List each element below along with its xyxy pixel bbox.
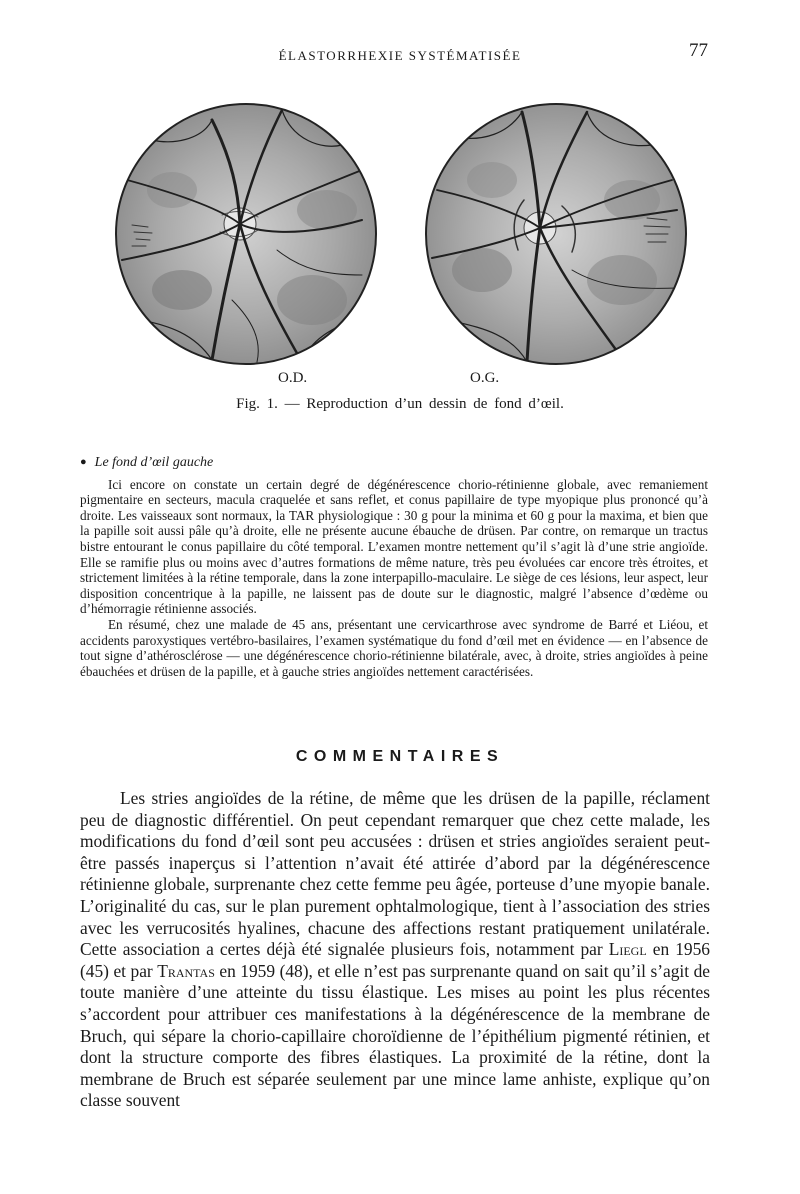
section-heading-commentaires: COMMENTAIRES <box>295 748 505 765</box>
paragraph: Ici encore on constate un certain degré de dégénérescence chorio-rétinienne globale, avec remaniement pigmentaire en secteurs, macula craquelée et sans reflet, et conus papillaire de type myopique plus prononcé qu’à droite. Les vaisseaux sont normaux, la TAR physiologique : 30 g pour la minima et 60 g pour la maxima, et bien que la papille soit aussi pâle qu’à droite, elle ne présente aucune ébauche de drüsen. Par contre, on remarque un tractus bistre entourant le conus papillaire du côté temporal. L’examen montre nettement qu’il s’agit là d’une strie angioïde. Elle se ramifie plus ou moins avec d’autres formations de même nature, très peu évoluées car encore très étroites, et strictement limitées à la rétine temporale, dans la zone interpapillo-maculaire. Le siège de ces lésions, leur aspect, leur disposition concentrique à la papille, ne laissent pas de doute sur le diagnostic, malgré l’absence d’œdème ou d’hémorragie rétinienne associés. <box>80 476 708 617</box>
figure-1 <box>0 100 800 420</box>
paragraph: En résumé, chez une malade de 45 ans, présentant une cervicarthrose avec syndrome de Barré et Liéou, et accidents paroxystiques vertébro-basilaires, l’examen systématique du fond d’œil met en évidence — en l’absence de tout signe d’athérosclérose — une dégénérescence chorio-rétinienne bilatérale, avec, à droite, stries angioïdes à peine ébauchées et drüsen de la papille, et à gauche stries angioïdes nettement caractérisées. <box>80 616 708 679</box>
label-od: O.D. <box>278 370 308 386</box>
commentaires-body <box>80 788 710 1112</box>
subheading-text: Le fond d’œil gauche <box>94 455 214 470</box>
figure-caption: Fig. 1. — Reproduction d’un dessin de fond d’œil. <box>236 396 564 412</box>
label-og: O.G. <box>470 370 500 386</box>
page-header <box>0 40 800 70</box>
fundus-drawing-left-eye <box>422 100 690 368</box>
text-run: Les stries angioïdes de la rétine, de même que les drüsen de la papille, réclament peu de diagnostic différentiel. On peut cependant remarquer que chez cette malade, les modifications du fond d’œil sont peu accusées : drüsen et stries angioïdes seraient peut-être passés inaperçus si l’attention n’avait été attirée d’abord par la dégénérescence rétinienne globale, surprenante chez cette femme peu âgée, porteuse d’une myopie banale. L’originalité du cas, sur le plan purement ophtalmologique, tient à l’association des stries avec les verrucosités hyalines, chacune des affections restant pratiquement unilatérale. Cette association a certes déjà été signalée plusieurs fois, notamment par <box>80 788 710 960</box>
fundus-drawing-right-eye <box>112 100 380 368</box>
author-name: Liegl <box>608 939 647 960</box>
section-subheading <box>80 455 708 471</box>
text-run: en 1956 (45) et par <box>80 939 710 981</box>
section-left-eye <box>80 455 708 679</box>
running-title: ÉLASTORRHEXIE SYSTÉMATISÉE <box>278 48 522 63</box>
bullet-icon: ● <box>80 456 87 468</box>
paragraph <box>80 788 710 1112</box>
page-number: 77 <box>689 40 708 61</box>
text-run: en 1959 (48), et elle n’est pas surprenante quand on sait qu’il s’agit de toute manière d’une atteinte du tissu élastique. Les mises au point les plus récentes s’accordent pour attribuer ces manifestations à la dégénérescence de la membrane de Bruch, qui sépare la chorio-capillaire choroïdienne de l’épithélium pigmenté rétinien, et dont la structure comporte des fibres élastiques. La proximité de la rétine, dont la membrane de Bruch est séparée seulement par une mince lame anhiste, explique qu’on classe souvent <box>80 960 710 1111</box>
author-name: Trantas <box>157 960 215 981</box>
